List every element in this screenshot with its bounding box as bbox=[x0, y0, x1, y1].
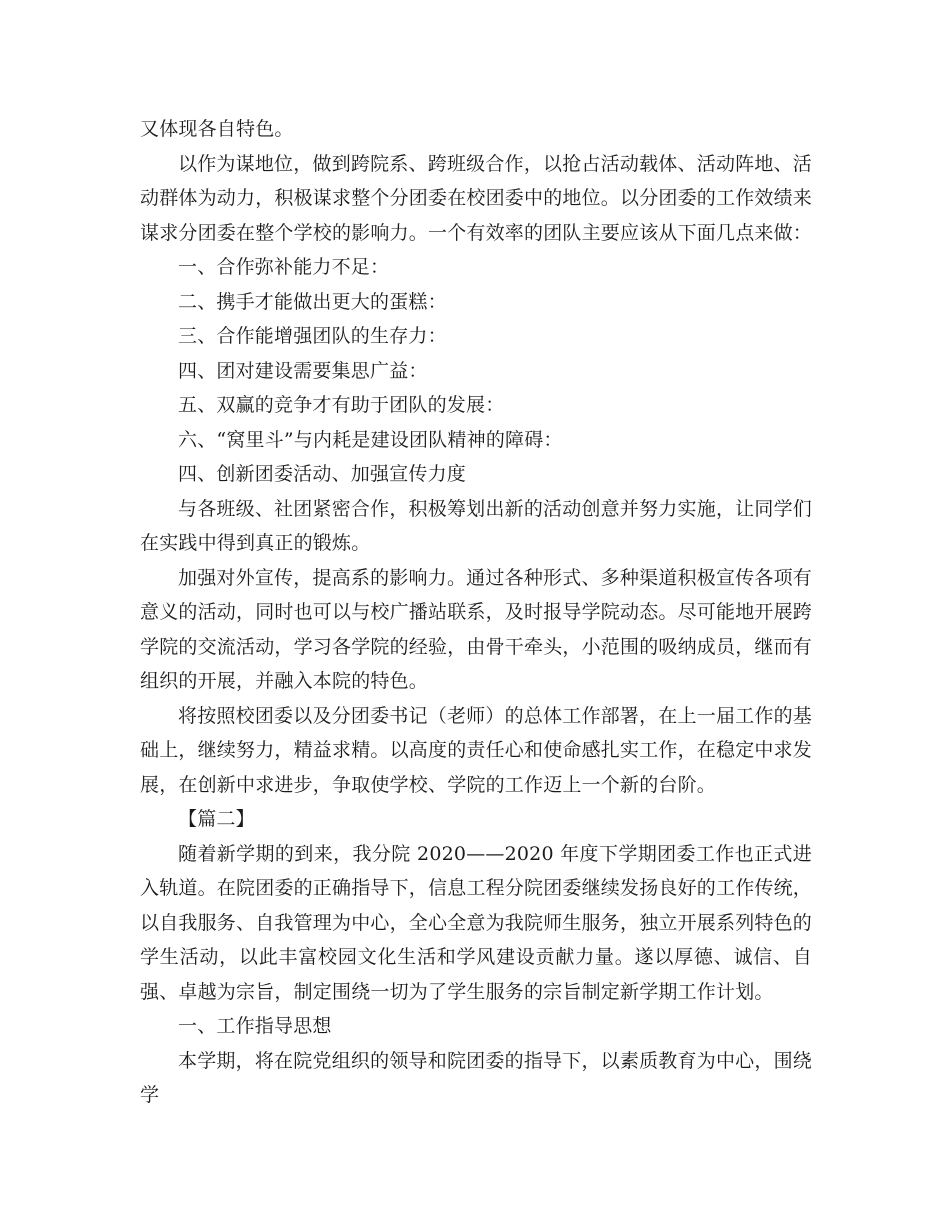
list-item: 四、团对建设需要集思广益： bbox=[178, 359, 428, 382]
chapter-heading: 【篇二】 bbox=[178, 808, 255, 830]
paragraph: 加强对外宣传，提高系的影响力。通过各种形式、多种渠道积极宣传各项有意义的活动，同时也可以与校广播站联系，及时报导学院动态。尽可能地开展跨学院的交流活动，学习各学院的经验，由骨干牵头，小范围的吸纳成员，继而有组织的开展，并融入本院的特色。 bbox=[140, 566, 813, 692]
paragraph: 与各班级、社团紧密合作，积极筹划出新的活动创意并努力实施，让同学们在实践中得到真正的锻炼。 bbox=[140, 497, 812, 554]
section-heading: 一、工作指导思想 bbox=[178, 1015, 332, 1037]
paragraph: 本学期，将在院党组织的领导和院团委的指导下，以素质教育为中心，围绕学 bbox=[140, 1049, 812, 1106]
list-item: 二、携手才能做出更大的蛋糕： bbox=[178, 290, 447, 313]
list-item: 一、合作弥补能力不足： bbox=[178, 256, 390, 278]
section-heading: 四、创新团委活动、加强宣传力度 bbox=[178, 463, 467, 485]
list-item: 三、合作能增强团队的生存力： bbox=[178, 325, 447, 347]
paragraph: 将按照校团委以及分团委书记（老师）的总体工作部署，在上一届工作的基础上，继续努力，精益求精。以高度的责任心和使命感扎实工作，在稳定中求发展，在创新中求进步，争取使学校、学院的工作迈上一个新的台阶。 bbox=[140, 704, 813, 796]
document-body bbox=[140, 112, 812, 1113]
paragraph: 以作为谋地位，做到跨院系、跨班级合作，以抢占活动载体、活动阵地、活动群体为动力，积极谋求整个分团委在校团委中的地位。以分团委的工作效绩来谋求分团委在整个学校的影响力。一个有效率的团队主要应该从下面几点来做： bbox=[140, 152, 813, 244]
paragraph: 又体现各自特色。 bbox=[140, 118, 294, 140]
list-item: 五、双赢的竞争才有助于团队的发展： bbox=[178, 394, 505, 416]
paragraph: 随着新学期的到来，我分院 2020——2020 年度下学期团委工作也正式进入轨道。在院团委的正确指导下，信息工程分院团委继续发扬良好的工作传统，以自我服务、自我管理为中心，全心全意为我院师生服务，独立开展系列特色的学生活动，以此丰富校园文化生活和学风建设贡献力量。遂以厚德、诚信、自强、卓越为宗旨，制定围绕一切为了学生服务的宗旨制定新学期工作计划。 bbox=[140, 842, 813, 1003]
list-item: 六、“窝里斗”与内耗是建设团队精神的障碍： bbox=[178, 428, 563, 451]
